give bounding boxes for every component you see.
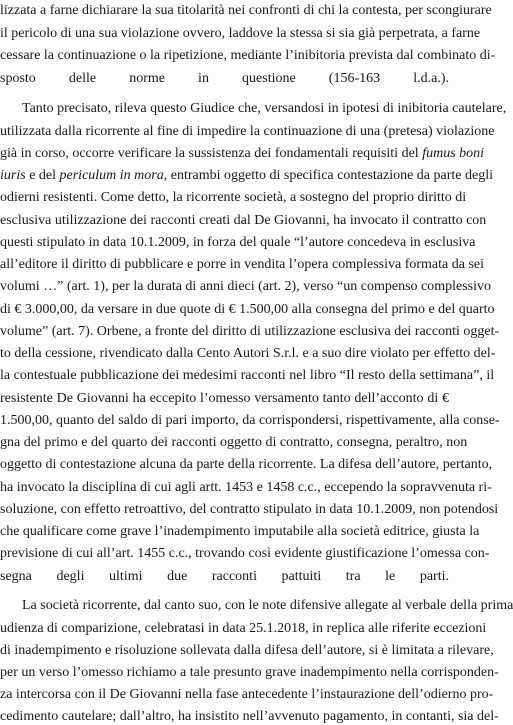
text-line: la contestuale pubblicazione dei medesimi racconti nel libro “Il resto della settimana”, il [0, 368, 495, 383]
text-line: per un verso l’omesso richiamo a tale presunto grave inadempimento nella corrisponden- [0, 665, 499, 680]
text-line: soluzione, con effetto retroattivo, del contratto stipulato in data 10.1.2009, non potendosi [0, 502, 499, 517]
text-line: che qualificare come grave l’inadempimento imputabile alla società editrice, giusta la [0, 524, 480, 539]
text-line: volume” (art. 7). Orbene, a fronte del diritto di utilizzazione esclusiva dei racconti ogget- [0, 324, 500, 339]
paragraph-first-line: Tanto precisato, rileva questo Giudice che, versandosi in ipotesi di inibitoria cautelare, [22, 101, 507, 116]
text-line: odierni resistenti. Come detto, la ricorrente società, a sostegno del proprio diritto di [0, 190, 467, 205]
text-line: questi stipulato in data 10.1.2009, in forza del quale “l’autore concedeva in esclusiva [0, 235, 476, 250]
text-line: iuris e del periculum in mora, entrambi oggetto di specifica contestazione da parte degli [0, 168, 493, 183]
text-line: ha invocato la disciplina di cui agli artt. 1453 e 1458 c.c., eccependo la sopravvenuta ri- [0, 480, 492, 495]
text-line: di € 3.000,00, da versare in due quote di € 1.500,00 alla consegna del primo e del quarto [0, 302, 495, 317]
text-line: 1.500,00, quanto del saldo di pari importo, da corrispondersi, rispettivamente, alla conse- [0, 413, 500, 428]
text-line: to della cessione, rivendicato dalla Cento Autori S.r.l. e a suo dire violato per effetto del- [0, 346, 496, 361]
text-line: previsione di cui all’art. 1455 c.c., trovando così evidente giustificazione l’omessa con- [0, 546, 490, 561]
text-line: il pericolo di una sua violazione ovvero, laddove la stessa si sia già perpetrata, a farne [0, 26, 481, 41]
text-line: sposto delle norme in questione (156-163 l.d.a.). [0, 71, 449, 86]
text-line: utilizzata dalla ricorrente al fine di impedire la continuazione di una (pretesa) violazione [0, 124, 495, 139]
text-line: udienza di comparizione, celebratasi in data 25.1.2018, in replica alle riferite eccezioni [0, 621, 487, 636]
text-line: segna degli ultimi due racconti pattuiti tra le parti. [0, 569, 449, 584]
text-line: di inadempimento e risoluzione sollevata dalla difesa dell’autore, si è limitata a rilevare, [0, 643, 494, 658]
text-line: gna del primo e del quarto dei racconti oggetto di contratto, consegna, peraltro, non [0, 435, 468, 450]
paragraph-first-line: La società ricorrente, dal canto suo, con le note difensive allegate al verbale della prima [22, 598, 513, 613]
text-line: cessare la continuazione o la ripetizione, mediante l’inibitoria prevista dal combinato di- [0, 48, 496, 63]
text-line: esclusiva utilizzazione dei racconti creati dal De Giovanni, ha invocato il contratto con [0, 213, 487, 228]
text-line: cedimento cautelare; dall’altro, ha insistito nell’avvenuto pagamento, in contanti, sia del- [0, 709, 499, 724]
text-line: volumi …” (art. 1), per la durata di anni dieci (art. 2), verso “un compenso complessivo [0, 279, 492, 294]
text-line: già in corso, occorre verificare la sussistenza dei fondamentali requisiti del fumus boni [0, 146, 485, 161]
text-line: oggetto di contestazione alcuna da parte della ricorrente. La difesa dell’autore, pertanto, [0, 457, 493, 472]
text-line: lizzata a farne dichiarare la sua titolarità nei confronti di chi la contesta, per scongiurare [0, 3, 492, 18]
text-line: za intercorsa con il De Giovanni nella fase antecedente l’instaurazione dell’odierno pro- [0, 687, 494, 702]
text-line: resistente De Giovanni ha eccepito l’omesso versamento tanto dell’acconto di € [0, 391, 449, 406]
text-line: all’editore il diritto di pubblicare e porre in vendita l’opera complessiva formata da sei [0, 257, 484, 272]
